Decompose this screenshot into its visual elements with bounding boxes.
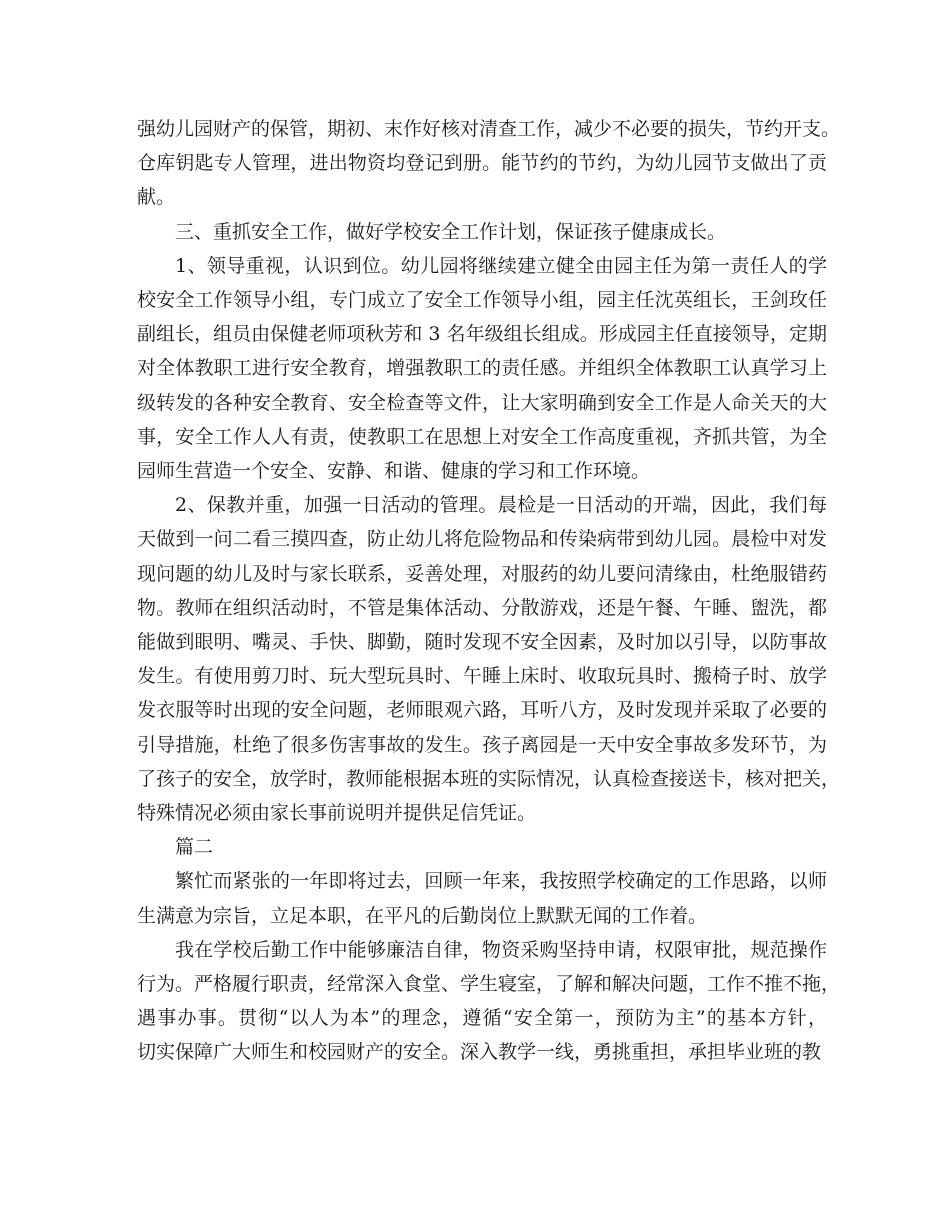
paragraph-p1	[137, 112, 841, 215]
text-line: 生满意为宗旨，立足本职，在平凡的后勤岗位上默默无闻的工作着。	[137, 904, 708, 927]
text-line: 2、保教并重，加强一日活动的管理。晨检是一日活动的开端，因此，我们每	[175, 494, 827, 517]
text-line: 切实保障广大师生和校园财产的安全。深入教学一线，勇挑重担，承担毕业班的教	[137, 1041, 822, 1064]
paragraph-p2	[137, 215, 827, 249]
text-line: 仓库钥匙专人管理，进出物资均登记到册。能节约的节约，为幼儿园节支做出了贡	[137, 152, 827, 175]
text-line: 能做到眼明、嘴灵、手快、脚勤，随时发现不安全因素，及时加以引导，以防事故	[137, 631, 827, 654]
text-line: 三、重抓安全工作，做好学校安全工作计划，保证孩子健康成长。	[175, 220, 727, 243]
text-line: 现问题的幼儿及时与家长联系，妥善处理，对服药的幼儿要问清缘由，杜绝服错药	[137, 562, 827, 585]
text-line: 繁忙而紧张的一年即将过去，回顾一年来，我按照学校确定的工作思路，以师	[175, 870, 827, 893]
text-line: 对全体教职工进行安全教育，增强教职工的责任感。并组织全体教职工认真学习上	[137, 357, 827, 380]
text-line: 1、领导重视，认识到位。幼儿园将继续建立健全由园主任为第一责任人的学	[175, 254, 827, 277]
text-line: 校安全工作领导小组，专门成立了安全工作领导小组，园主任沈英组长，王剑玫任	[137, 289, 827, 312]
text-line: 发生。有使用剪刀时、玩大型玩具时、午睡上床时、收取玩具时、搬椅子时、放学	[137, 665, 827, 688]
text-line: 级转发的各种安全教育、安全检查等文件，让大家明确到安全工作是人命关天的大	[137, 391, 827, 414]
text-line: 特殊情况必须由家长事前说明并提供足信凭证。	[137, 802, 537, 825]
text-line: 我在学校后勤工作中能够廉洁自律，物资采购坚持申请，权限审批，规范操作	[175, 938, 827, 961]
text-line: 园师生营造一个安全、安静、和谐、健康的学习和工作环境。	[137, 460, 651, 483]
text-line: 了孩子的安全，放学时，教师能根据本班的实际情况，认真检查接送卡，核对把关，	[137, 767, 841, 790]
text-line: 强幼儿园财产的保管，期初、末作好核对清查工作，减少不必要的损失，节约开支。	[137, 118, 841, 140]
paragraph-p3	[137, 249, 827, 488]
paragraph-p5	[137, 830, 827, 864]
paragraph-p4	[137, 488, 841, 830]
text-line: 遇事办事。贯彻“以人为本”的理念，遵循“安全第一，预防为主”的基本方针，	[137, 1007, 827, 1030]
text-line: 事，安全工作人人有责，使教职工在思想上对安全工作高度重视，齐抓共管，为全	[137, 425, 827, 448]
text-line: 副组长，组员由保健老师项秋芳和 3 名年级组长组成。形成园主任直接领导，定期	[137, 323, 827, 346]
paragraph-p7	[137, 933, 841, 1070]
text-line: 引导措施，杜绝了很多伤害事故的发生。孩子离园是一天中安全事故多发环节，为	[137, 733, 827, 756]
paragraph-p6	[137, 864, 827, 932]
text-line: 发衣服等时出现的安全问题，老师眼观六路，耳听八方，及时发现并采取了必要的	[137, 699, 827, 722]
text-line: 献。	[137, 186, 176, 209]
text-line: 行为。严格履行职责，经常深入食堂、学生寝室，了解和解决问题，工作不推不拖，	[137, 973, 841, 996]
text-line: 物。教师在组织活动时，不管是集体活动、分散游戏，还是午餐、午睡、盥洗，都	[137, 596, 827, 619]
text-line: 篇二	[175, 836, 214, 859]
text-line: 天做到一问二看三摸四查，防止幼儿将危险物品和传染病带到幼儿园。晨检中对发	[137, 528, 827, 551]
document-body	[137, 112, 841, 1070]
